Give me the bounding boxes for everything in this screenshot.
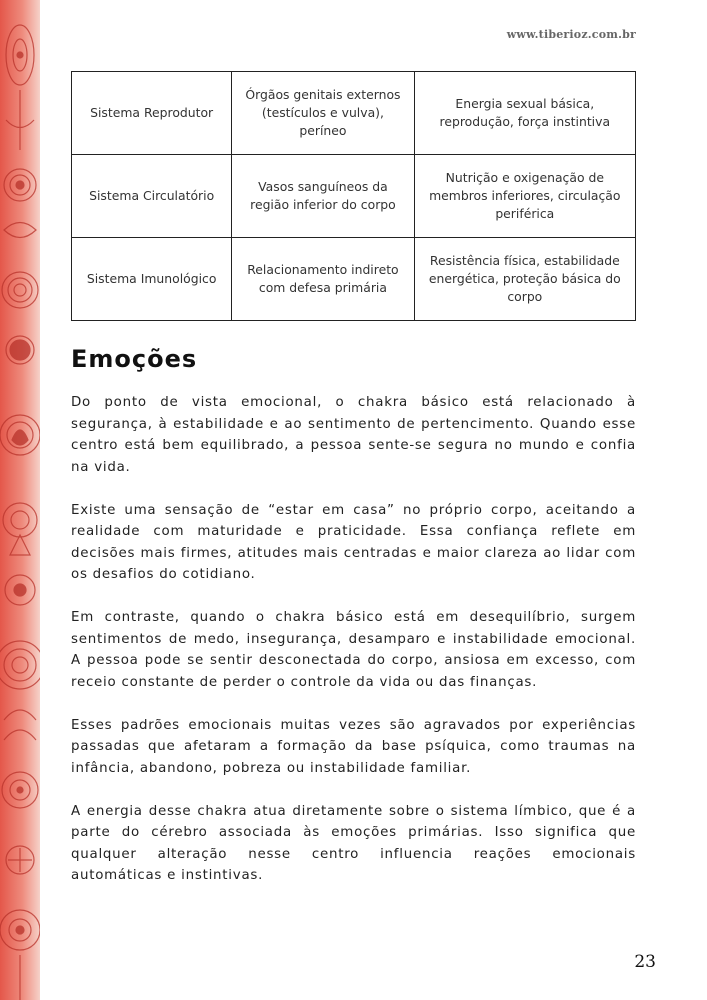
- section-title: Emoções: [71, 345, 198, 373]
- paragraph: Em contraste, quando o chakra básico está em desequilíbrio, surgem sentimentos de medo, insegurança, desamparo e instabilidade emocional. A pessoa pode se sentir desconectada do corpo, ansiosa em excesso, com receio constante de perder o controle da vida ou das finanças.: [71, 610, 636, 690]
- body-systems-table: [71, 71, 636, 321]
- mandala-ornament-icon: [0, 0, 40, 1000]
- page-number: 23: [634, 952, 656, 972]
- decorative-side-band: [0, 0, 40, 1000]
- table-cell-system: Sistema Circulatório: [72, 155, 232, 238]
- table-cell-function: Nutrição e oxigenação de membros inferiores, circulação periférica: [414, 155, 635, 238]
- paragraph: A energia desse chakra atua diretamente sobre o sistema límbico, que é a parte do cérebro associada às emoções primárias. Isso significa que qualquer alteração nesse centro influencia reações emocionais automáticas e instintivas.: [71, 803, 636, 883]
- section-body: [71, 392, 636, 908]
- table-row: [72, 155, 636, 238]
- table-cell-system: Sistema Imunológico: [72, 238, 232, 321]
- table-cell-organs: Órgãos genitais externos (testículos e vulva), períneo: [232, 72, 414, 155]
- paragraph: Do ponto de vista emocional, o chakra básico está relacionado à segurança, à estabilidade e ao sentimento de pertencimento. Quando esse centro está bem equilibrado, a pessoa sente-se segura no mundo e confia na vida.: [71, 395, 636, 475]
- table-cell-function: Resistência física, estabilidade energética, proteção básica do corpo: [414, 238, 635, 321]
- table-row: [72, 238, 636, 321]
- site-url-header: www.tiberioz.com.br: [506, 28, 636, 41]
- paragraph: Existe uma sensação de “estar em casa” no próprio corpo, aceitando a realidade com maturidade e praticidade. Essa confiança reflete em decisões mais firmes, atitudes mais centradas e maior clareza ao lidar com os desafios do cotidiano.: [71, 502, 636, 582]
- paragraph: Esses padrões emocionais muitas vezes são agravados por experiências passadas que afetaram a formação da base psíquica, como traumas na infância, abandono, pobreza ou instabilidade familiar.: [71, 717, 636, 776]
- table-cell-system: Sistema Reprodutor: [72, 72, 232, 155]
- table-row: [72, 72, 636, 155]
- table-cell-organs: Relacionamento indireto com defesa primária: [232, 238, 414, 321]
- table-cell-organs: Vasos sanguíneos da região inferior do corpo: [232, 155, 414, 238]
- table-cell-function: Energia sexual básica, reprodução, força instintiva: [414, 72, 635, 155]
